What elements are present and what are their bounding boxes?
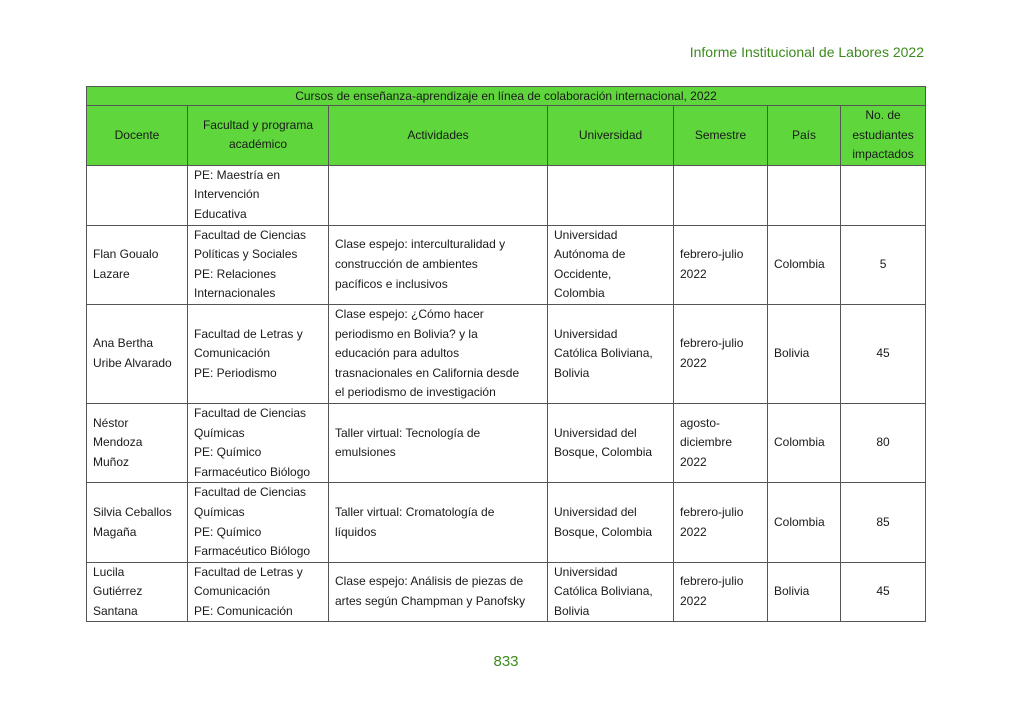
cell-actividades — [329, 562, 548, 622]
cell-line: Clase espejo: Análisis de piezas de — [335, 574, 524, 589]
cell-line: Lucila — [93, 564, 125, 579]
cell-line: Bosque, Colombia — [554, 445, 653, 460]
column-header-facultad: Facultad y programa académico — [188, 106, 329, 166]
cell-actividades — [329, 483, 548, 562]
column-header-semestre: Semestre — [674, 106, 768, 166]
table-row — [87, 483, 926, 562]
cell-line: diciembre — [680, 435, 733, 450]
cell-universidad — [548, 165, 674, 225]
cell-facultad — [188, 165, 329, 225]
cell-line: Santana — [93, 603, 138, 618]
table-caption: Cursos de enseñanza-aprendizaje en línea de colaboración internacional, 2022 — [87, 87, 926, 106]
cell-universidad — [548, 403, 674, 482]
cell-line: Taller virtual: Cromatología de — [335, 504, 495, 519]
cell-docente — [87, 225, 188, 304]
cell-line: Universidad — [554, 326, 618, 341]
table-header-row — [87, 106, 926, 166]
cell-line: febrero-julio — [680, 336, 744, 351]
cell-line: Taller virtual: Tecnología de — [335, 425, 481, 440]
cell-pais: Colombia — [768, 483, 841, 562]
cell-line: Muñoz — [93, 454, 130, 469]
cell-line: PE: Químico — [194, 445, 262, 460]
cell-facultad — [188, 403, 329, 482]
cell-line: Químicas — [194, 504, 245, 519]
cell-estudiantes — [841, 165, 926, 225]
cell-line: Facultad de Letras y — [194, 564, 303, 579]
cell-line: Clase espejo: interculturalidad y — [335, 237, 506, 252]
cell-line: emulsiones — [335, 445, 396, 460]
cell-line: PE: Maestría en — [194, 167, 281, 182]
cell-line: PE: Relaciones — [194, 266, 277, 281]
cell-docente — [87, 304, 188, 403]
cell-line: Farmacéutico Biólogo — [194, 544, 311, 559]
cell-line: PE: Químico — [194, 524, 262, 539]
cell-line: 2022 — [680, 594, 707, 609]
cell-pais: Bolivia — [768, 304, 841, 403]
cell-line: Flan Goualo — [93, 247, 159, 262]
cell-line: artes según Champman y Panofsky — [335, 594, 526, 609]
cell-line: educación para adultos — [335, 346, 460, 361]
cell-line: Internacionales — [194, 286, 276, 301]
report-header-title: Informe Institucional de Labores 2022 — [689, 44, 924, 60]
cell-line: Facultad de Ciencias — [194, 405, 307, 420]
cell-line: Facultad de Ciencias — [194, 485, 307, 500]
cell-line: Comunicación — [194, 346, 271, 361]
cell-line: agosto- — [680, 415, 721, 430]
table-row — [87, 165, 926, 225]
cell-line: Bolivia — [554, 603, 590, 618]
cell-facultad — [188, 483, 329, 562]
cell-pais: Colombia — [768, 403, 841, 482]
cell-facultad — [188, 225, 329, 304]
cell-actividades — [329, 165, 548, 225]
cell-line: Farmacéutico Biólogo — [194, 464, 311, 479]
cell-pais: Bolivia — [768, 562, 841, 622]
cell-universidad — [548, 483, 674, 562]
cell-docente — [87, 403, 188, 482]
cell-line: febrero-julio — [680, 574, 744, 589]
cell-line: Lazare — [93, 266, 130, 281]
cell-estudiantes: 5 — [841, 225, 926, 304]
cell-docente — [87, 165, 188, 225]
cell-line: Facultad de Ciencias — [194, 227, 307, 242]
cell-universidad — [548, 304, 674, 403]
cell-line: 2022 — [680, 454, 707, 469]
cell-line: Educativa — [194, 206, 247, 221]
cell-semestre — [674, 483, 768, 562]
cell-line: periodismo en Bolivia? y la — [335, 326, 478, 341]
cell-estudiantes: 80 — [841, 403, 926, 482]
cell-facultad — [188, 562, 329, 622]
cell-line: febrero-julio — [680, 504, 744, 519]
cell-actividades — [329, 225, 548, 304]
cell-semestre — [674, 562, 768, 622]
cell-semestre — [674, 403, 768, 482]
cell-actividades — [329, 304, 548, 403]
page-number: 833 — [493, 653, 519, 670]
cell-pais — [768, 165, 841, 225]
cell-line: construcción de ambientes — [335, 256, 478, 271]
cell-semestre — [674, 165, 768, 225]
cell-line: Políticas y Sociales — [194, 247, 298, 262]
cell-semestre — [674, 225, 768, 304]
cell-docente — [87, 562, 188, 622]
cell-line: Universidad — [554, 564, 618, 579]
cell-facultad — [188, 304, 329, 403]
cell-line: el periodismo de investigación — [335, 385, 496, 400]
cell-line: Universidad del — [554, 425, 637, 440]
column-header-actividades: Actividades — [329, 106, 548, 166]
cell-actividades — [329, 403, 548, 482]
cell-line: PE: Periodismo — [194, 365, 277, 380]
cell-line: Intervención — [194, 187, 260, 202]
cell-line: Químicas — [194, 425, 245, 440]
cell-line: Magaña — [93, 524, 137, 539]
column-header-estudiantes: No. de estudiantes impactados — [841, 106, 926, 166]
cell-line: Autónoma de — [554, 247, 626, 262]
cell-line: Gutiérrez — [93, 584, 143, 599]
cell-line: Bosque, Colombia — [554, 524, 653, 539]
table-row — [87, 562, 926, 622]
cell-line: Católica Boliviana, — [554, 584, 653, 599]
cell-universidad — [548, 225, 674, 304]
cell-line: PE: Comunicación — [194, 603, 293, 618]
cell-line: Universidad — [554, 227, 618, 242]
cell-line: 2022 — [680, 524, 707, 539]
cell-line: Clase espejo: ¿Cómo hacer — [335, 306, 484, 321]
cell-docente — [87, 483, 188, 562]
cell-line: líquidos — [335, 524, 377, 539]
table-row — [87, 304, 926, 403]
table-body — [87, 165, 926, 622]
cell-estudiantes: 45 — [841, 304, 926, 403]
cell-line: Colombia — [554, 286, 605, 301]
cell-line: Comunicación — [194, 584, 271, 599]
column-header-docente: Docente — [87, 106, 188, 166]
column-header-pais: País — [768, 106, 841, 166]
cell-line: Universidad del — [554, 504, 637, 519]
cell-line: Facultad de Letras y — [194, 326, 303, 341]
cell-line: 2022 — [680, 355, 707, 370]
cell-estudiantes: 85 — [841, 483, 926, 562]
cell-line: Uribe Alvarado — [93, 355, 172, 370]
cell-line: Mendoza — [93, 435, 143, 450]
cell-estudiantes: 45 — [841, 562, 926, 622]
cell-line: pacíficos e inclusivos — [335, 276, 448, 291]
courses-table — [86, 86, 926, 622]
table-row — [87, 403, 926, 482]
cell-line: Occidente, — [554, 266, 612, 281]
cell-pais: Colombia — [768, 225, 841, 304]
cell-line: Néstor — [93, 415, 129, 430]
cell-line: Bolivia — [554, 365, 590, 380]
cell-line: Silvia Ceballos — [93, 504, 172, 519]
cell-line: Católica Boliviana, — [554, 346, 653, 361]
cell-line: Ana Bertha — [93, 336, 154, 351]
column-header-universidad: Universidad — [548, 106, 674, 166]
cell-line: febrero-julio — [680, 247, 744, 262]
cell-universidad — [548, 562, 674, 622]
cell-line: 2022 — [680, 266, 707, 281]
cell-line: trasnacionales en California desde — [335, 365, 520, 380]
table-row — [87, 225, 926, 304]
cell-semestre — [674, 304, 768, 403]
